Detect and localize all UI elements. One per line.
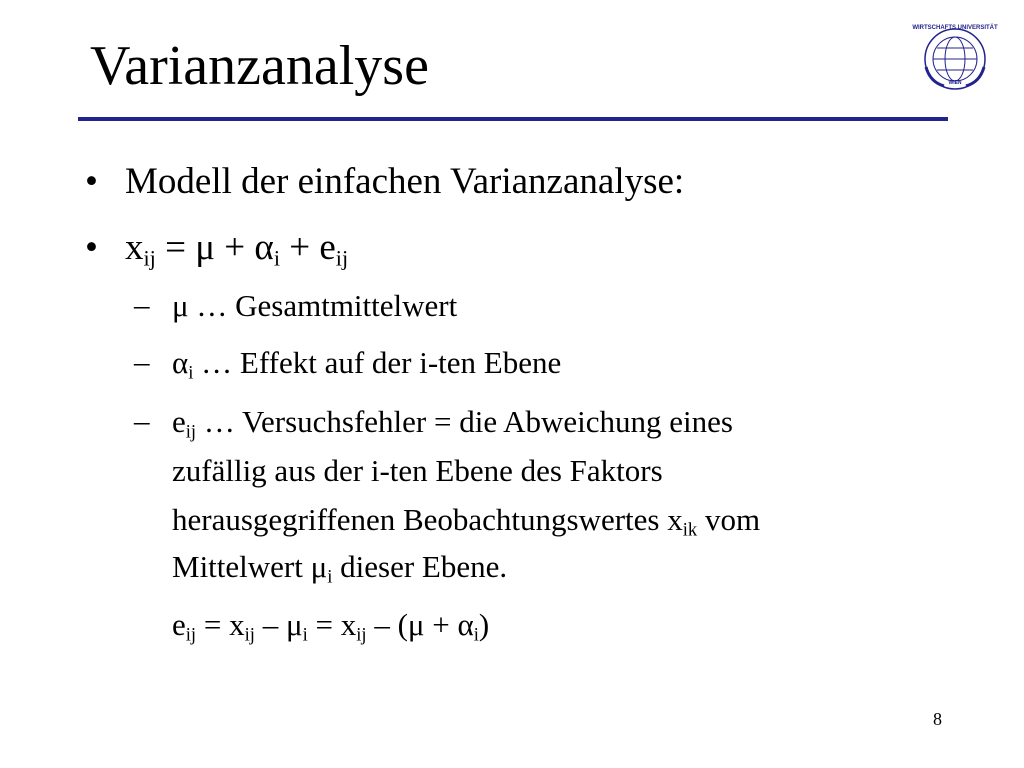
slide-title: Varianzanalyse	[90, 35, 429, 97]
bullet-marker: •	[85, 161, 98, 202]
subbullet-dash: –	[134, 344, 150, 379]
subbullet-error-line4-sub: i	[327, 566, 333, 588]
subbullet-error-line3-b: vom	[697, 502, 761, 537]
model-formula	[125, 226, 348, 270]
formula-x: x	[125, 227, 144, 268]
eq-p3-sub: ij	[356, 624, 367, 646]
subbullet-error-symbol: e	[172, 404, 186, 439]
subbullet-error-line3-sub: ik	[682, 519, 698, 541]
subbullet-error-line4-a: Mittelwert μ	[172, 549, 328, 584]
logo-text-bottom: WIEN	[948, 80, 962, 86]
eq-p2: – μ	[254, 607, 303, 642]
subbullet-error-line3	[172, 501, 760, 539]
subbullet-error-line4-b: dieser Ebene.	[332, 549, 508, 584]
eq-p1: = x	[196, 607, 245, 642]
eq-p4-sub: i	[473, 624, 479, 646]
subbullet-alpha	[172, 344, 561, 382]
eq-p1-sub: ij	[244, 624, 255, 646]
formula-plus: + e	[279, 227, 336, 268]
subbullet-dash: –	[134, 287, 150, 322]
eq-p5: )	[478, 607, 490, 642]
subbullet-alpha-sub: i	[188, 362, 194, 384]
university-logo	[912, 22, 998, 92]
subbullet-alpha-text: … Effekt auf der i-ten Ebene	[193, 345, 562, 380]
error-equation	[172, 606, 489, 644]
title-divider	[78, 117, 948, 121]
eq-p2-sub: i	[302, 624, 308, 646]
formula-eq: = μ + α	[155, 227, 274, 268]
subbullet-error-sub: ij	[185, 421, 197, 443]
subbullet-error-line2: zufällig aus der i-ten Ebene des Faktors	[172, 453, 663, 488]
university-logo-icon	[912, 22, 998, 92]
bullet-model-text: Modell der einfachen Varianzanalyse:	[125, 161, 685, 202]
eq-p4: – (μ + α	[366, 607, 474, 642]
subbullet-error-line1	[172, 403, 733, 441]
eq-p3: = x	[307, 607, 357, 642]
eq-e: e	[172, 607, 186, 642]
eq-e-sub: ij	[185, 624, 197, 646]
formula-a-sub: i	[273, 245, 280, 271]
formula-e-sub: ij	[335, 245, 349, 271]
bullet-marker: •	[85, 227, 98, 268]
subbullet-dash: –	[134, 403, 150, 438]
subbullet-error-line4	[172, 548, 507, 586]
subbullet-error-line3-a: herausgegriffenen Beobachtungswertes x	[172, 502, 683, 537]
page-number: 8	[933, 709, 942, 729]
logo-text-top: WIRTSCHAFTS UNIVERSITÄT	[912, 25, 998, 31]
subbullet-alpha-symbol: α	[172, 345, 189, 380]
subbullet-error-text: … Versuchsfehler = die Abweichung eines	[196, 404, 733, 439]
formula-x-sub: ij	[143, 245, 156, 271]
subbullet-mu-text: μ … Gesamtmittelwert	[172, 288, 458, 323]
